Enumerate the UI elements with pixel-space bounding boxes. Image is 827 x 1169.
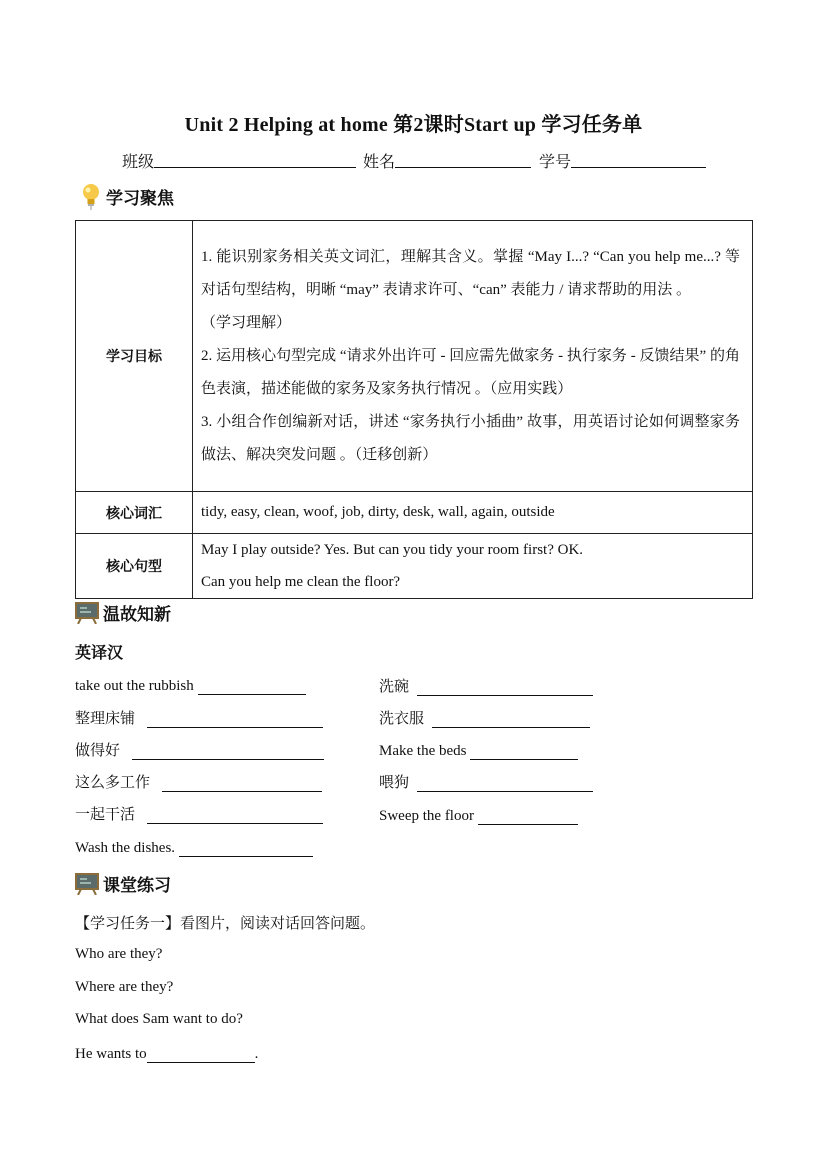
lightbulb-icon [80, 182, 102, 210]
question-1: Who are they? [75, 946, 163, 962]
goal-note: （学习理解） [201, 314, 292, 331]
goal-1: 1. 能识别家务相关英文词汇，理解其含义。掌握 “May I...? “Can you help me...? 等对话句型结构，明晰 “may” 表请求许可、“can” 表能力 / 请求帮助的用法 。 [201, 248, 740, 298]
review-item: 一起干活 [75, 803, 323, 824]
sentences-row [76, 534, 753, 599]
answer-blank[interactable] [147, 1044, 255, 1063]
blackboard-icon [75, 602, 99, 624]
answer-blank[interactable] [417, 773, 593, 792]
vocab-row [76, 492, 753, 534]
goals-label: 学习目标 [76, 221, 193, 492]
review-item: 做得好 [75, 739, 324, 760]
name-blank[interactable] [395, 149, 531, 168]
task1-instruction: 【学习任务一】看图片，阅读对话回答问题。 [75, 916, 376, 932]
review-heading: 温故知新 [75, 600, 171, 625]
answer-line: He wants to . [75, 1046, 259, 1062]
sentences-content [193, 534, 753, 599]
review-item: take out the rubbish [75, 676, 306, 695]
class-field: 班级 [122, 149, 154, 172]
focus-table [75, 220, 753, 599]
answer-blank[interactable] [147, 805, 323, 824]
question-2: Where are they? [75, 979, 174, 995]
question-3: What does Sam want to do? [75, 1011, 243, 1027]
vocab-label: 核心词汇 [76, 492, 193, 534]
id-field: 学号 [539, 149, 571, 172]
review-item: 洗碗 [379, 675, 593, 696]
practice-heading: 课堂练习 [75, 871, 171, 896]
goal-3: 3. 小组合作创编新对话，讲述 “家务执行小插曲” 故事，用英语讨论如何调整家务做法、解决突发问题 。（迁移创新） [201, 413, 740, 463]
goal-2: 2. 运用核心句型完成 “请求外出许可 - 回应需先做家务 - 执行家务 - 反馈结果” 的角色表演，描述能做的家务及家务执行情况 。（应用实践） [201, 347, 740, 397]
class-blank[interactable] [154, 149, 356, 168]
answer-blank[interactable] [478, 806, 578, 825]
review-item: Sweep the floor [379, 806, 578, 825]
review-item: 喂狗 [379, 771, 593, 792]
goals-content [193, 221, 753, 492]
goals-row [76, 221, 753, 492]
blackboard-icon [75, 873, 99, 895]
answer-blank[interactable] [179, 838, 313, 857]
sentences-label: 核心句型 [76, 534, 193, 599]
answer-blank[interactable] [198, 676, 306, 695]
review-item: Wash the dishes. [75, 838, 313, 857]
answer-blank[interactable] [162, 773, 322, 792]
page-title: Unit 2 Helping at home 第2课时Start up 学习任务单 [184, 114, 643, 136]
id-blank[interactable] [571, 149, 706, 168]
answer-blank[interactable] [470, 741, 578, 760]
review-item: 这么多工作 [75, 771, 322, 792]
answer-blank[interactable] [417, 677, 593, 696]
answer-blank[interactable] [432, 709, 590, 728]
review-subheading: 英译汉 [75, 645, 124, 662]
focus-heading: 学习聚焦 [80, 182, 174, 210]
answer-blank[interactable] [132, 741, 324, 760]
answer-blank[interactable] [147, 709, 323, 728]
review-item: Make the beds [379, 741, 578, 760]
name-field: 姓名 [363, 149, 395, 172]
review-item: 整理床铺 [75, 707, 323, 728]
sentence-1: May I play outside? Yes. But can you tidy your room first? OK. [201, 542, 584, 558]
review-item: 洗衣服 [379, 707, 590, 728]
sentence-2: Can you help me clean the floor? [201, 574, 401, 590]
vocab-content: tidy, easy, clean, woof, job, dirty, desk, wall, again, outside [193, 492, 753, 534]
